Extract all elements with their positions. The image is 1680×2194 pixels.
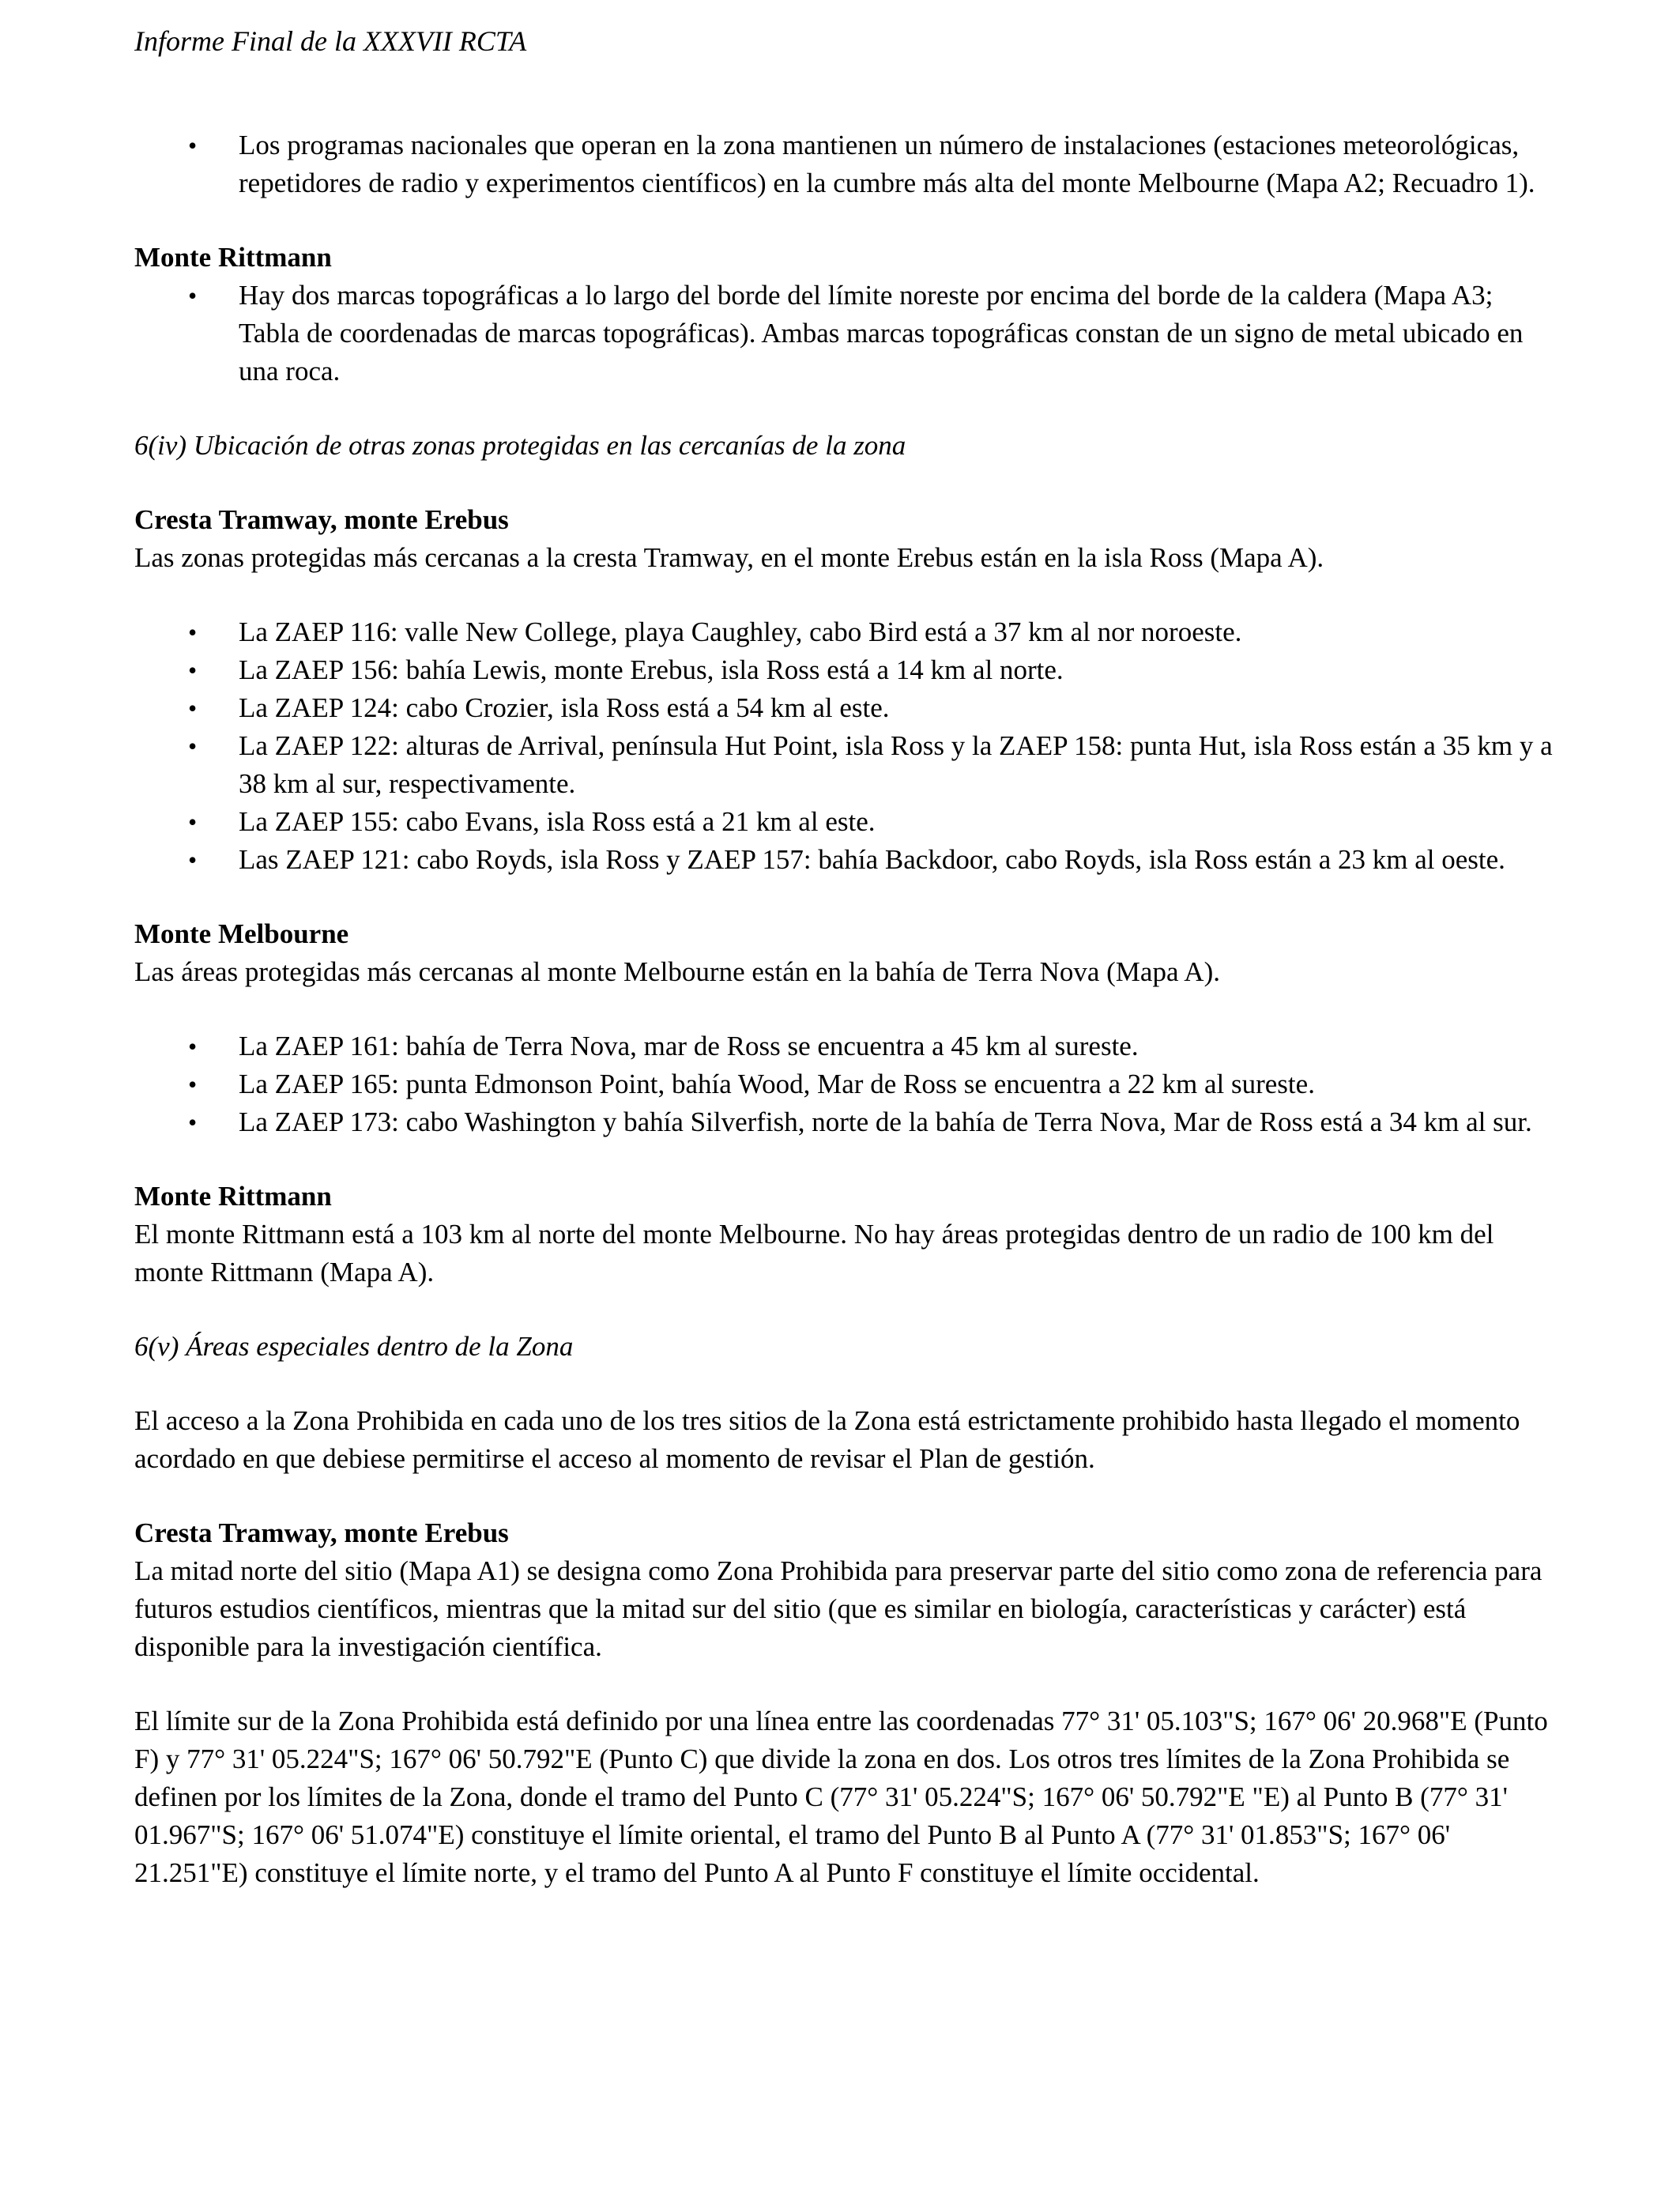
bullet-list-rittmann-marks [134,277,1557,390]
subheading-monte-rittmann: Monte Rittmann [134,242,332,273]
bullet-list-facilities [134,126,1557,202]
subheading-cresta-tramway-2: Cresta Tramway, monte Erebus [134,1517,509,1548]
list-item: • La ZAEP 173: cabo Washington y bahía Silverfish, norte de la bahía de Terra Nova, Mar de Ross está a 34 km al sur. [134,1103,1557,1141]
list-item: • La ZAEP 156: bahía Lewis, monte Erebus, isla Ross está a 14 km al norte. [134,651,1557,689]
running-header: Informe Final de la XXXVII RCTA [134,25,527,57]
list-item: • La ZAEP 116: valle New College, playa Caughley, cabo Bird está a 37 km al nor noroeste. [134,613,1557,651]
page-content [134,126,1557,1892]
list-item: • Hay dos marcas topográficas a lo largo del borde del límite noreste por encima del borde de la caldera (Mapa A3; Tabla de coordenadas de marcas topográficas). Ambas marcas topográficas constan de un signo de metal ubicado en una roca. [134,277,1557,390]
list-item: • Las ZAEP 121: cabo Royds, isla Ross y ZAEP 157: bahía Backdoor, cabo Royds, isla Ross están a 23 km al oeste. [134,841,1557,879]
list-item: • Los programas nacionales que operan en la zona mantienen un número de instalaciones (estaciones meteorológicas, repetidores de radio y experimentos científicos) en la cumbre más alta del monte Melbourne (Mapa A2; Recuadro 1). [134,126,1557,202]
bullet-list-tramway-zaep [134,613,1557,879]
subheading-cresta-tramway: Cresta Tramway, monte Erebus [134,504,509,535]
subheading-monte-melbourne: Monte Melbourne [134,918,349,949]
paragraph: Las áreas protegidas más cercanas al monte Melbourne están en la bahía de Terra Nova (Mapa A). [134,956,1220,987]
section-title-6v: 6(v) Áreas especiales dentro de la Zona [134,1331,574,1362]
list-item: • La ZAEP 155: cabo Evans, isla Ross está a 21 km al este. [134,803,1557,841]
bullet-list-melbourne-zaep [134,1027,1557,1141]
paragraph: El límite sur de la Zona Prohibida está definido por una línea entre las coordenadas 77° 31' 05.103"S; 167° 06' 20.968"E (Punto F) y 77° 31' 05.224"S; 167° 06' 50.792"E (Punto C) que divide la zona en dos. Los otros tres límites de la Zona Prohibida se definen por los límites de la Zona, donde el tramo del Punto C (77° 31' 05.224"S; 167° 06' 50.792"E "E) al Punto B (77° 31' 01.967"S; 167° 06' 51.074"E) constituye el límite oriental, el tramo del Punto B al Punto A (77° 31' 01.853"S; 167° 06' 21.251"E) constituye el límite norte, y el tramo del Punto A al Punto F constituye el límite occidental. [134,1706,1548,1888]
subheading-monte-rittmann-2: Monte Rittmann [134,1181,332,1212]
list-item: • La ZAEP 122: alturas de Arrival, península Hut Point, isla Ross y la ZAEP 158: punta Hut, isla Ross están a 35 km y a 38 km al sur, respectivamente. [134,727,1557,803]
paragraph: El acceso a la Zona Prohibida en cada uno de los tres sitios de la Zona está estrictamente prohibido hasta llegado el momento acordado en que debiese permitirse el acceso al momento de revisar el Plan de gestión. [134,1405,1520,1474]
list-item: • La ZAEP 161: bahía de Terra Nova, mar de Ross se encuentra a 45 km al sureste. [134,1027,1557,1065]
list-item: • La ZAEP 165: punta Edmonson Point, bahía Wood, Mar de Ross se encuentra a 22 km al sureste. [134,1065,1557,1103]
section-title-6iv: 6(iv) Ubicación de otras zonas protegidas en las cercanías de la zona [134,430,906,461]
paragraph: El monte Rittmann está a 103 km al norte del monte Melbourne. No hay áreas protegidas dentro de un radio de 100 km del monte Rittmann (Mapa A). [134,1219,1494,1287]
paragraph: La mitad norte del sitio (Mapa A1) se designa como Zona Prohibida para preservar parte del sitio como zona de referencia para futuros estudios científicos, mientras que la mitad sur del sitio (que es similar en biología, características y carácter) está disponible para la investigación científica. [134,1555,1543,1662]
paragraph: Las zonas protegidas más cercanas a la cresta Tramway, en el monte Erebus están en la isla Ross (Mapa A). [134,542,1324,573]
list-item: • La ZAEP 124: cabo Crozier, isla Ross está a 54 km al este. [134,689,1557,727]
